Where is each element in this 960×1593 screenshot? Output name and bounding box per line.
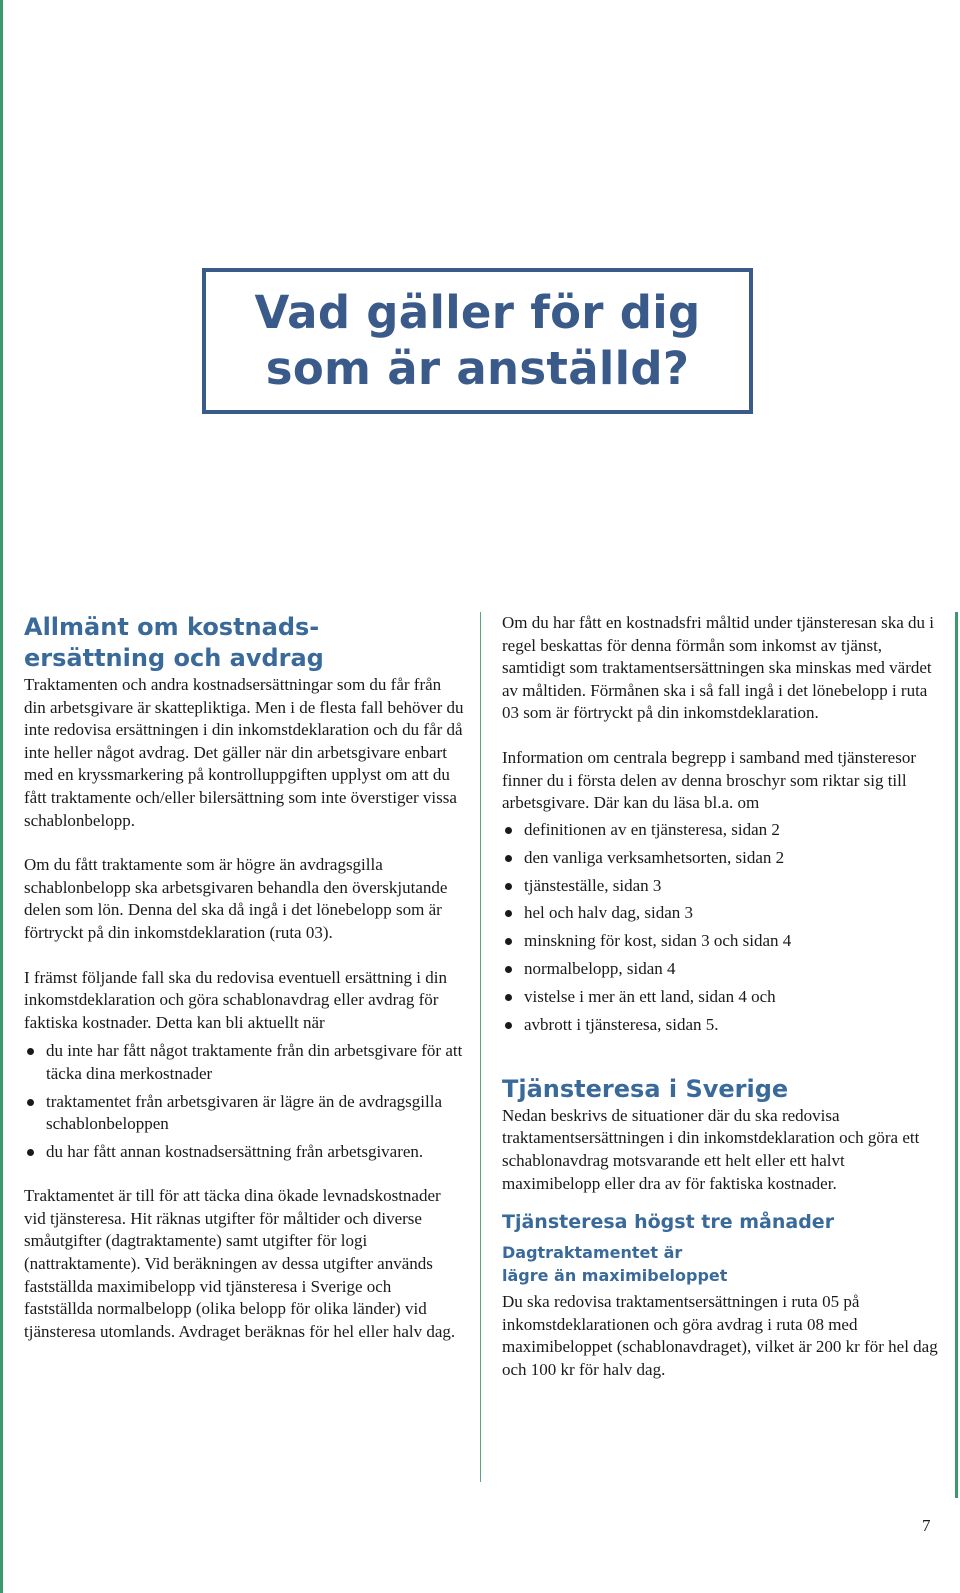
section-heading-line-1: Allmänt om kostnads- [24, 613, 320, 641]
list-item: den vanliga verksamhetsorten, sidan 2 [502, 847, 947, 870]
subsection-heading: Tjänsteresa högst tre månader [502, 1211, 835, 1234]
list-item: hel och halv dag, sidan 3 [502, 902, 947, 925]
list-item: du inte har fått något traktamente från din arbetsgivare för att täcka dina merkostnader [24, 1040, 464, 1085]
list-item: normalbelopp, sidan 4 [502, 958, 947, 981]
minor-heading [502, 1241, 947, 1287]
bullet-list [502, 819, 947, 1037]
bullet-icon [27, 1099, 34, 1106]
paragraph: Om du fått traktamente som är högre än avdragsgilla schablonbelopp ska arbetsgivaren behandla den överskjutande delen som lön. Denna del ska då ingå i det lönebelopp som är förtryckt på din inkomstdeklaration (ruta 03). [24, 855, 448, 942]
list-item: traktamentet från arbetsgivaren är lägre än de avdragsgilla schablonbeloppen [24, 1091, 464, 1136]
list-item: vistelse i mer än ett land, sidan 4 och [502, 986, 947, 1009]
right-column [502, 612, 947, 1382]
paragraph: Du ska redovisa traktamentsersättningen i ruta 05 på inkomstdeklarationen och göra avdrag i ruta 08 med maximibeloppet (schablonavdraget), vilket är 200 kr för hel dag och 100 kr för halv dag. [502, 1292, 938, 1380]
paragraph: Information om centrala begrepp i samband med tjänsteresor finner du i första delen av denna broschyr som riktar sig till arbetsgivare. Där kan du läsa bl.a. om [502, 747, 916, 813]
paragraph: Traktamenten och andra kostnadsersättningar som du får från din arbetsgivare är skattepliktiga. Men i de flesta fall behöver du inte redovisa ersättningen i din inkomstdeklaration och du får då inte heller något avdrag. Det gäller när din arbetsgivare enbart med en kryssmarkering på kontrolluppgiften upplyst om att du fått traktamente och/eller bilersättning som inte överstiger vissa schablonbelopp. [24, 675, 464, 830]
column-divider [480, 612, 481, 1482]
list-item: tjänsteställe, sidan 3 [502, 875, 947, 898]
bullet-icon [505, 827, 512, 834]
list-item: avbrott i tjänsteresa, sidan 5. [502, 1014, 947, 1037]
right-margin-rule [955, 612, 958, 1498]
page-title-line-2: som är anställd? [265, 342, 690, 395]
bullet-icon [505, 966, 512, 973]
bullet-icon [27, 1048, 34, 1055]
list-item: minskning för kost, sidan 3 och sidan 4 [502, 930, 947, 953]
bullet-list [24, 1040, 464, 1163]
page-number: 7 [922, 1516, 931, 1535]
paragraph: Om du har fått en kostnadsfri måltid under tjänsteresan ska du i regel beskattas för denna förmån som inkomst av tjänst, samtidigt som traktamentsersättningen ska minskas med värdet av måltiden. Förmånen ska i så fall ingå i det lönebelopp i ruta 03 som är förtryckt på din inkomstdeklaration. [502, 613, 934, 723]
section-heading-line-2: ersättning och avdrag [24, 644, 324, 672]
bullet-icon [505, 994, 512, 1001]
minor-heading-line-2: lägre än maximibeloppet [502, 1266, 728, 1286]
page-title-line-1: Vad gäller för dig [254, 286, 701, 339]
bullet-icon [27, 1149, 34, 1156]
section-heading: Tjänsteresa i Sverige [502, 1074, 789, 1103]
list-item: du har fått annan kostnadsersättning från arbetsgivaren. [24, 1141, 464, 1164]
bullet-icon [505, 855, 512, 862]
bullet-icon [505, 883, 512, 890]
section-heading [24, 612, 464, 674]
bullet-icon [505, 938, 512, 945]
minor-heading-line-1: Dagtraktamentet är [502, 1243, 683, 1263]
paragraph: I främst följande fall ska du redovisa eventuell ersättning i din inkomstdeklaration och göra schablonavdrag eller avdrag för faktiska kostnader. Detta kan bli aktuellt när [24, 967, 447, 1032]
bullet-icon [505, 1022, 512, 1029]
title-box [202, 268, 753, 414]
paragraph: Traktamentet är till för att täcka dina ökade levnadskostnader vid tjänsteresa. Hit räknas utgifter för måltider och diverse småutgifter (dagtraktamente) samt utgifter för logi (nattraktamente). Vid beräkningen av dessa utgifter används fastställda maximibelopp vid tjänsteresa i Sverige och fastställda normalbelopp (olika belopp för olika länder) vid tjänsteresa utomlands. Avdraget beräknas för hel eller halv dag. [24, 1186, 456, 1341]
paragraph: Nedan beskrivs de situationer där du ska redovisa traktamentsersättningen i din inkomstdeklaration och göra ett schablonavdrag motsvarande ett helt eller ett halvt maximibelopp eller dra av för faktiska kostnader. [502, 1105, 920, 1193]
left-column [24, 612, 464, 1343]
left-margin-rule [0, 0, 3, 1593]
list-item: definitionen av en tjänsteresa, sidan 2 [502, 819, 947, 842]
bullet-icon [505, 910, 512, 917]
